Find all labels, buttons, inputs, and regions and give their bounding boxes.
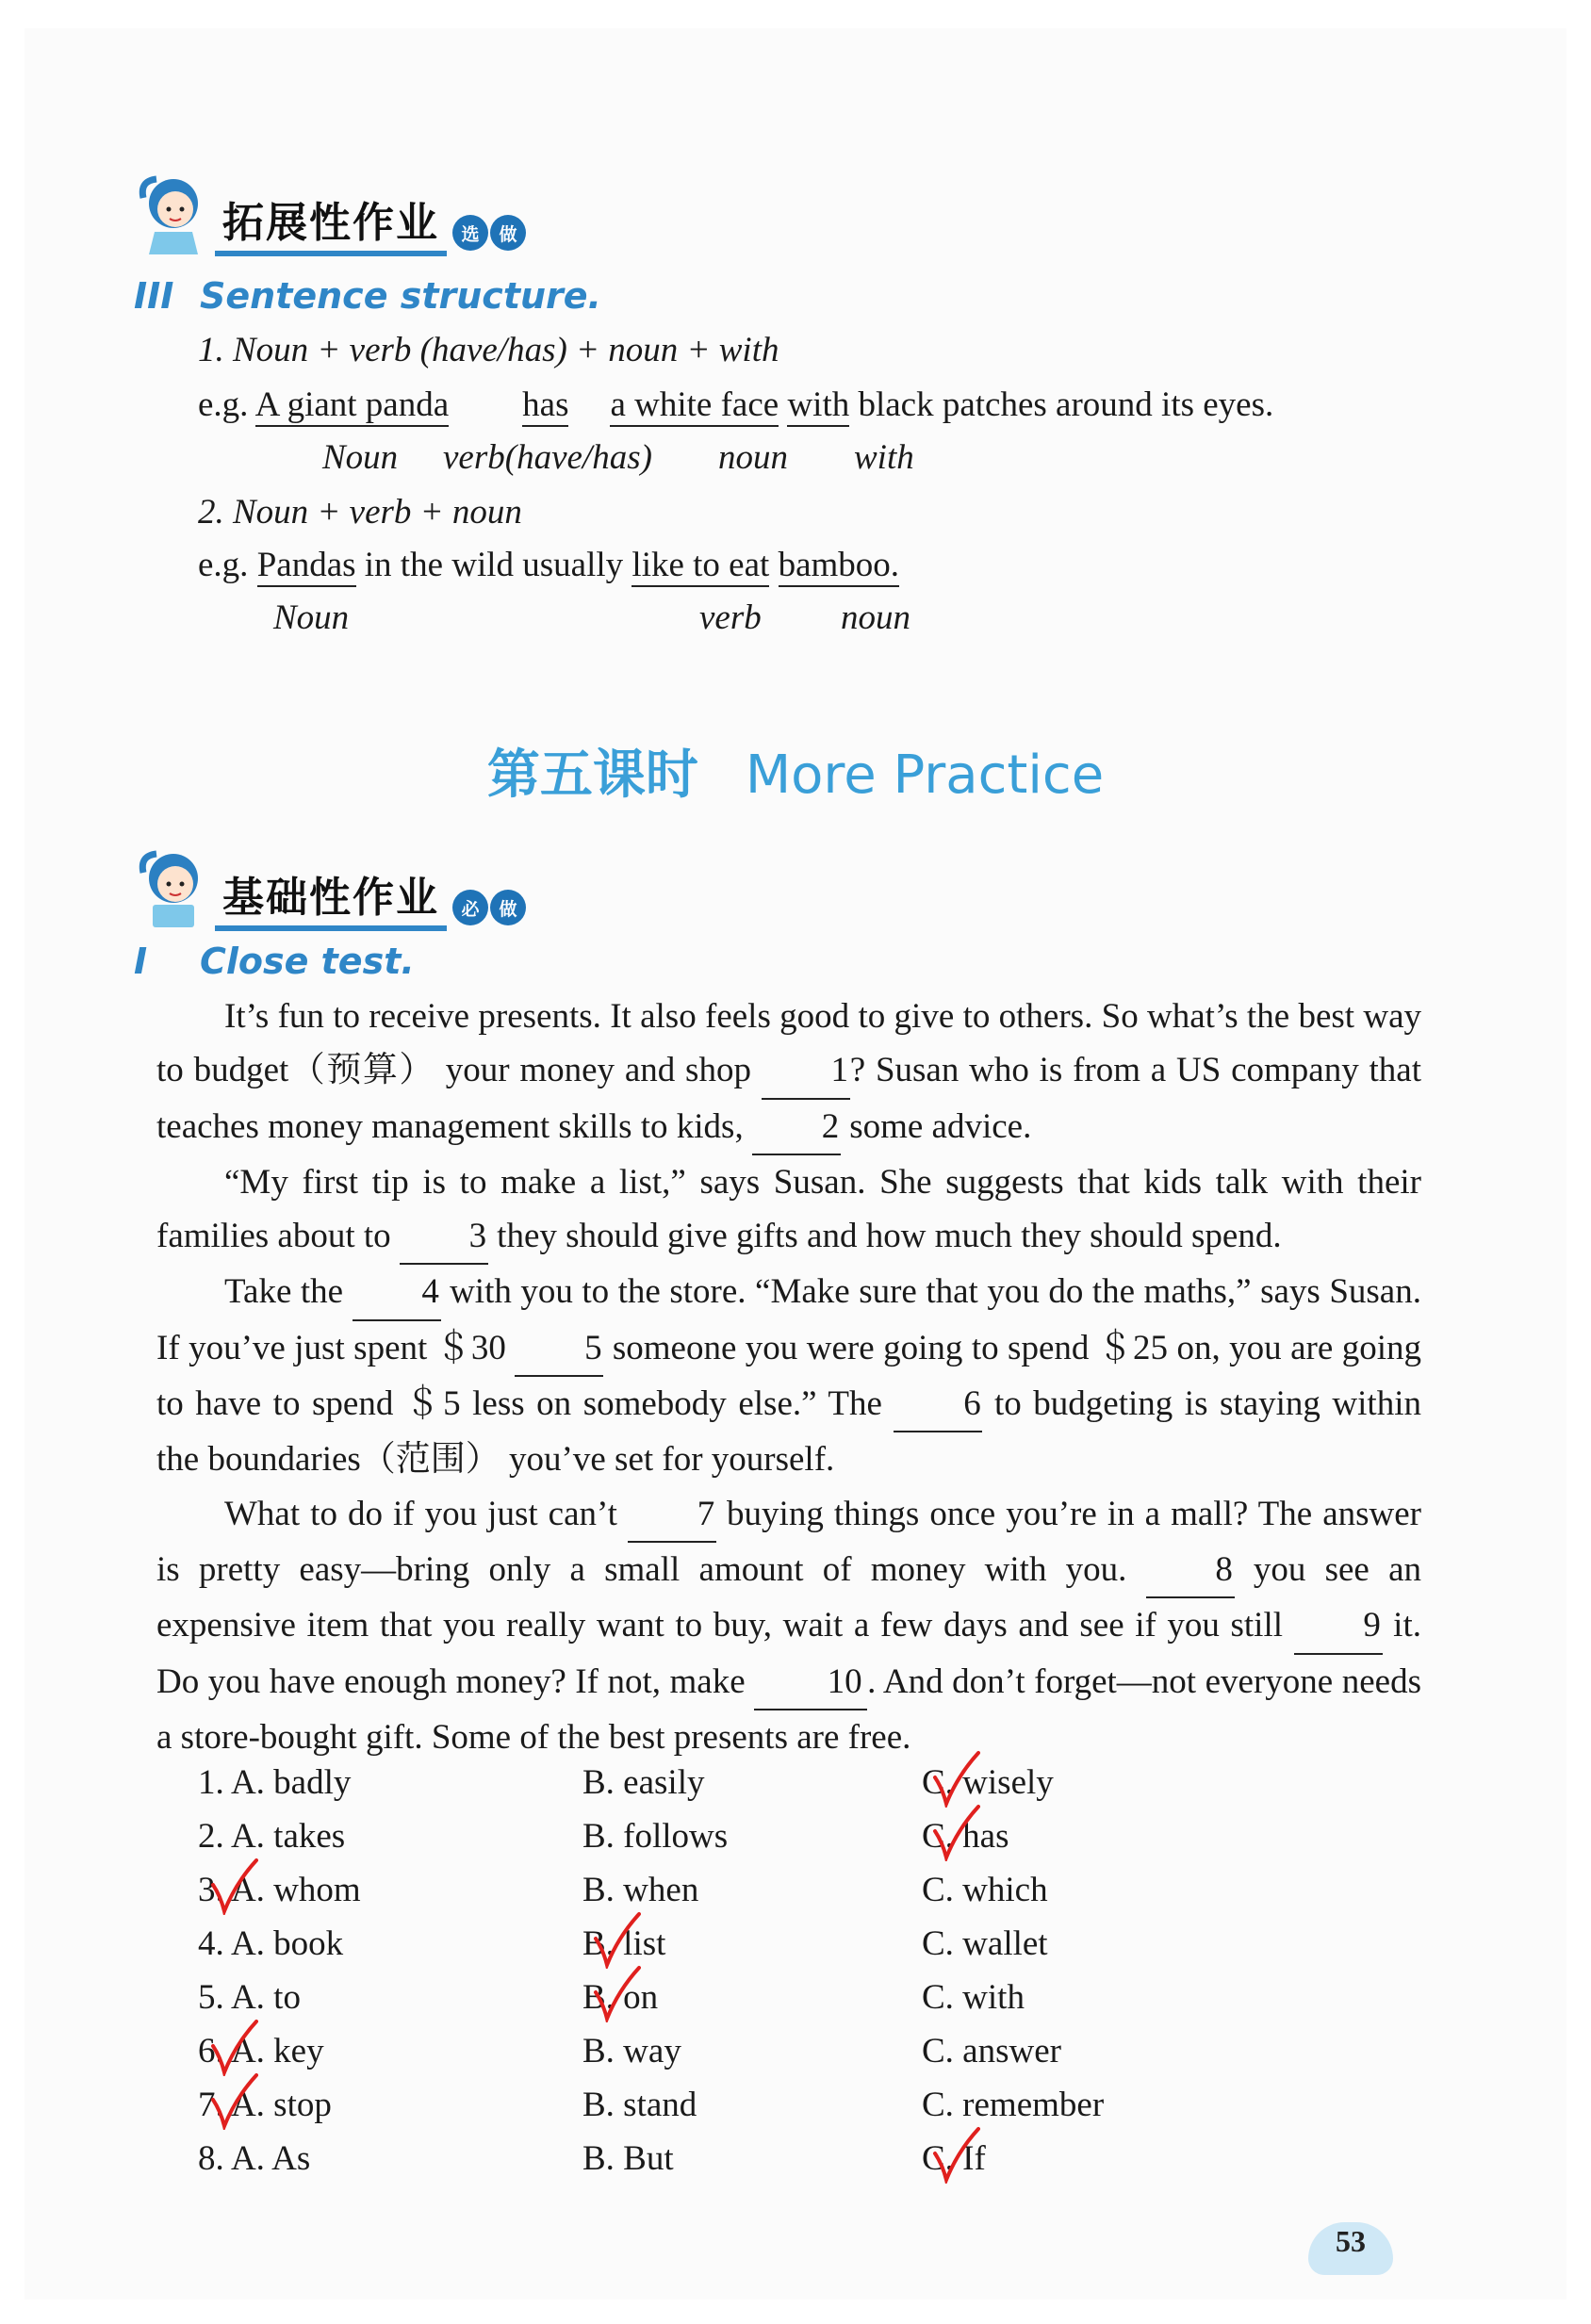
cloze-paragraph-4: What to do if you just can’t 7 buying things once you’re in a mall? The answer is pretty easy—bring only a small amount of money with you. 8 you see an expensive item that you really want to buy, wait a few days and see if you still 9 it. Do you have enough money? If not, make 10 . And don’t forget—not everyone needs a store-bought gift. Some of the best presents are free.	[156, 1487, 1421, 1764]
check-mark-icon	[209, 2071, 258, 2130]
blank-10[interactable]: 10	[754, 1655, 867, 1710]
blank-1[interactable]: 1	[762, 1043, 850, 1099]
optional-badge-2: 做	[490, 215, 526, 251]
eg1-label-verb: verb(have/has)	[443, 438, 652, 477]
check-mark-icon	[209, 2018, 258, 2076]
cloze-passage	[156, 990, 1421, 1764]
required-badge-1: 必	[452, 890, 488, 925]
option-5-b[interactable]: B. on	[582, 1978, 659, 2017]
part-title: Close test.	[200, 941, 415, 982]
check-mark-icon	[592, 1964, 641, 2022]
eg1-verb: has	[522, 385, 568, 427]
eg1-object: a white face	[610, 385, 779, 427]
eg2-label-noun: Noun	[273, 598, 350, 637]
option-3-b[interactable]: B. when	[582, 1871, 699, 1909]
blank-3[interactable]: 3	[400, 1209, 488, 1265]
required-badge-2: 做	[490, 890, 526, 925]
eg2-noun: Pandas	[257, 546, 356, 587]
optional-badge-1: 选	[452, 215, 488, 251]
part-i-heading	[134, 941, 415, 982]
eg2-verb: like to eat	[631, 546, 769, 587]
blank-9[interactable]: 9	[1294, 1598, 1383, 1654]
option-8-b[interactable]: B. But	[582, 2139, 674, 2178]
cloze-paragraph-1: It’s fun to receive presents. It also feels good to give to others. So what’s the best way to budget（预算） your money and shop 1? Susan who is from a US company that teaches money management skills to kids, 2 some advice.	[156, 990, 1421, 1155]
basic-homework-title: 基础性作业	[215, 863, 447, 931]
option-3-a[interactable]: 3. A. whom	[198, 1871, 361, 1909]
eg2-label-verb: verb	[699, 598, 762, 637]
option-7-b[interactable]: B. stand	[582, 2086, 697, 2124]
blank-5[interactable]: 5	[515, 1321, 603, 1377]
option-4-c[interactable]: C. wallet	[922, 1924, 1048, 1963]
option-2-c[interactable]: C. has	[922, 1817, 1009, 1856]
girl-mascot-icon	[136, 170, 211, 256]
page-number-badge	[1308, 2217, 1393, 2283]
option-4-a[interactable]: 4. A. book	[198, 1924, 344, 1963]
option-2-b[interactable]: B. follows	[582, 1817, 729, 1856]
eg1-label-noun: Noun	[322, 438, 399, 477]
option-4-b[interactable]: B. list	[582, 1924, 666, 1963]
option-6-a[interactable]: 6. A. key	[198, 2032, 324, 2070]
cloze-paragraph-3: Take the 4 with you to the store. “Make sure that you do the maths,” says Susan. If you’ve just spent ＄30 5 someone you were going to spend ＄25 on, you are going to have to spend ＄5 less on somebody else.” The 6 to budgeting is staying within the boundaries（范围） you’ve set for yourself.	[156, 1265, 1421, 1486]
page-number: 53	[1336, 2224, 1366, 2258]
blank-4[interactable]: 4	[353, 1265, 441, 1320]
lesson-title	[25, 733, 1566, 809]
girl-mascot-icon	[136, 844, 211, 931]
part-title: Sentence structure.	[200, 275, 601, 317]
eg1-with: with	[787, 385, 849, 427]
cloze-paragraph-2: “My first tip is to make a list,” says Susan. She suggests that kids talk with their families about to 3 they should give gifts and how much they should spend.	[156, 1155, 1421, 1266]
check-mark-icon	[209, 1857, 258, 1915]
basic-homework-header	[136, 844, 526, 931]
option-1-c[interactable]: C. wisely	[922, 1763, 1054, 1802]
option-5-a[interactable]: 5. A. to	[198, 1978, 301, 2017]
check-mark-icon	[592, 1910, 641, 1969]
lesson-title-cn: 第五课时	[486, 745, 698, 806]
blank-6[interactable]: 6	[894, 1377, 982, 1432]
example-sentence-1: e.g. A giant panda has a white face with black patches around its eyes.	[198, 385, 1273, 425]
option-8-a[interactable]: 8. A. As	[198, 2139, 311, 2178]
extended-homework-header	[136, 170, 526, 256]
structure-item-2: 2. Noun + verb + noun	[198, 493, 522, 532]
part-number: I	[134, 941, 148, 982]
option-6-b[interactable]: B. way	[582, 2032, 681, 2070]
blank-7[interactable]: 7	[628, 1487, 716, 1543]
option-7-c[interactable]: C. remember	[922, 2086, 1105, 2124]
option-5-c[interactable]: C. with	[922, 1978, 1025, 2017]
workbook-page	[25, 28, 1566, 2299]
option-3-c[interactable]: C. which	[922, 1871, 1048, 1909]
part-number: III	[134, 275, 174, 317]
part-iii-heading	[134, 275, 601, 317]
check-mark-icon	[931, 1749, 980, 1808]
check-mark-icon	[931, 1803, 980, 1861]
eg2-label-noun2: noun	[841, 598, 910, 637]
lesson-title-en: More Practice	[745, 745, 1105, 806]
eg1-label-noun2: noun	[718, 438, 788, 477]
option-8-c[interactable]: C. If	[922, 2139, 986, 2178]
example-sentence-2: e.g. Pandas in the wild usually like to eat bamboo.	[198, 545, 899, 585]
option-6-c[interactable]: C. answer	[922, 2032, 1061, 2070]
eg1-noun: A giant panda	[255, 385, 450, 427]
check-mark-icon	[931, 2125, 980, 2184]
extended-homework-title: 拓展性作业	[215, 188, 447, 256]
option-2-a[interactable]: 2. A. takes	[198, 1817, 346, 1856]
option-1-b[interactable]: B. easily	[582, 1763, 705, 1802]
blank-8[interactable]: 8	[1146, 1543, 1235, 1598]
option-1-a[interactable]: 1. A. badly	[198, 1763, 352, 1802]
eg1-label-with: with	[854, 438, 914, 477]
eg2-object: bamboo.	[779, 546, 899, 587]
blank-2[interactable]: 2	[752, 1100, 841, 1155]
option-7-a[interactable]: 7. A. stop	[198, 2086, 332, 2124]
structure-item-1: 1. Noun + verb (have/has) + noun + with	[198, 331, 779, 369]
